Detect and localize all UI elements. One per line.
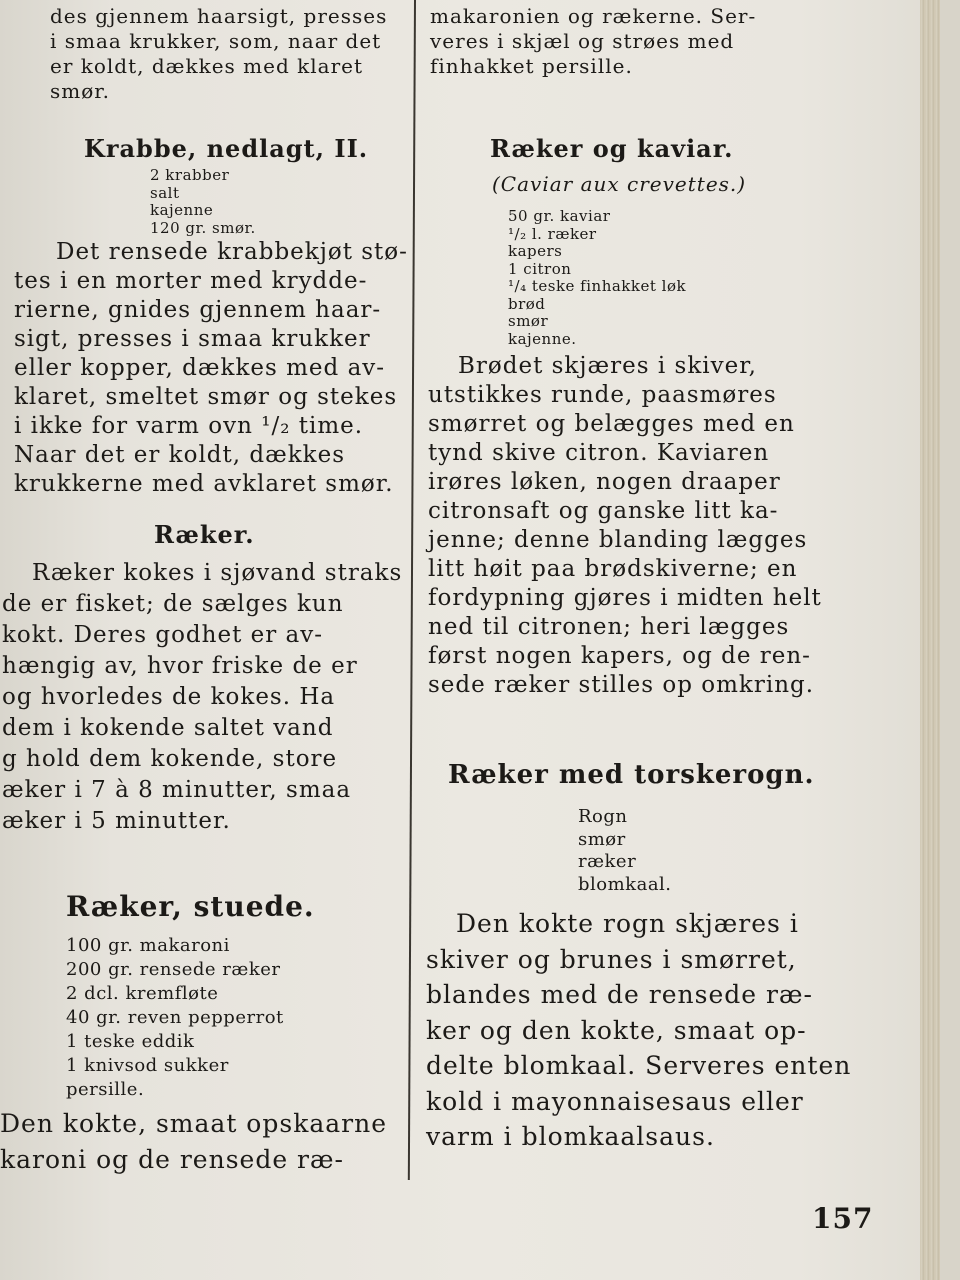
text-line: klaret, smeltet smør og stekes (14, 384, 398, 410)
text-line: dem i kokende saltet vand (2, 715, 334, 741)
right-carry-over-text (430, 4, 756, 79)
ingredient-list-kaviar (508, 208, 686, 348)
text-line: fordypning gjøres i midten helt (428, 585, 822, 611)
ingredient: 40 gr. reven pepperrot (66, 1007, 284, 1028)
text-line: veres i skjæl og strøes med (430, 29, 735, 53)
text-line: i smaa krukker, som, naar det (50, 29, 382, 53)
ingredient: smør (508, 312, 549, 330)
ingredient: 1 knivsod sukker (66, 1055, 229, 1076)
text-line: delte blomkaal. Serveres enten (426, 1051, 852, 1080)
ingredient: kajenne (150, 201, 214, 219)
text-line: kokt. Deres godhet er av- (2, 622, 324, 648)
text-line: rierne, gnides gjennem haar- (14, 297, 382, 323)
text-line: irøres løken, nogen draaper (428, 469, 781, 495)
ingredient-list-torskerogn (578, 806, 672, 896)
text-line: Den kokte, smaat opskaarne (0, 1109, 387, 1138)
text-line: finhakket persille. (430, 54, 633, 78)
ingredient-list-stuede (66, 934, 284, 1102)
text-line: først nogen kapers, og de ren- (428, 643, 811, 669)
ingredient: kajenne. (508, 329, 577, 348)
text-line: Naar det er koldt, dækkes (14, 442, 346, 468)
text-line: litt høit paa brødskiverne; en (428, 556, 798, 582)
recipe-title-torskerogn: Ræker med torskerogn. (448, 760, 815, 790)
text-line: æker i 5 minutter. (2, 808, 231, 834)
text-line: tes i en morter med krydde- (14, 268, 368, 294)
ingredient: 200 gr. rensede ræker (66, 959, 281, 980)
text-line: og hvorledes de kokes. Ha (2, 684, 336, 710)
recipe-subtitle-kaviar: (Caviar aux crevettes.) (492, 172, 747, 196)
text-line: sigt, presses i smaa krukker (14, 326, 371, 352)
recipe-title-raeker: Ræker. (154, 520, 255, 549)
text-line: tynd skive citron. Kaviaren (428, 440, 770, 466)
text-line: hængig av, hvor friske de er (2, 653, 358, 679)
ingredient: persille. (66, 1079, 145, 1100)
text-line: Brødet skjæres i skiver, (458, 353, 757, 379)
text-line: ned til citronen; heri lægges (428, 614, 790, 640)
ingredient: ræker (578, 851, 637, 872)
ingredient: 1 teske eddik (66, 1031, 195, 1052)
recipe-title-kaviar: Ræker og kaviar. (490, 134, 734, 163)
ingredient: salt (150, 183, 180, 202)
text-line: makaronien og rækerne. Ser- (430, 4, 757, 28)
text-line: i ikke for varm ovn ¹/₂ time. (14, 413, 364, 439)
text-line: Den kokte rogn skjæres i (456, 909, 799, 938)
ingredient: 50 gr. kaviar (508, 207, 611, 225)
text-line: smørret og belægges med en (428, 411, 795, 437)
column-divider (408, 0, 416, 1180)
ingredient: 1 citron (508, 259, 572, 278)
recipe-body-krabbe (14, 238, 408, 499)
ingredient: 2 krabber (150, 166, 230, 184)
text-line: utstikkes runde, paasmøres (428, 382, 777, 408)
text-line: æker i 7 à 8 minutter, smaa (2, 777, 352, 803)
text-line: g hold dem kokende, store (2, 746, 338, 772)
text-line: eller kopper, dækkes med av- (14, 355, 386, 381)
left-carry-over-text (50, 4, 387, 104)
text-line: jenne; denne blanding lægges (428, 527, 808, 553)
text-line: varm i blomkaalsaus. (426, 1122, 715, 1151)
text-line: Det rensede krabbekjøt stø- (56, 239, 408, 265)
ingredient: blomkaal. (578, 873, 672, 895)
text-line: smør. (50, 79, 110, 103)
ingredient: 120 gr. smør. (150, 218, 256, 237)
text-line: Ræker kokes i sjøvand straks (32, 560, 403, 586)
text-line: skiver og brunes i smørret, (426, 944, 797, 974)
text-line: sede ræker stilles op omkring. (428, 672, 815, 698)
recipe-body-kaviar (428, 352, 822, 700)
ingredient: Rogn (578, 806, 628, 827)
ingredient: brød (508, 294, 546, 313)
text-line: krukkerne med avklaret smør. (14, 471, 394, 497)
text-line: des gjennem haarsigt, presses (50, 4, 388, 28)
ingredient: 100 gr. makaroni (66, 935, 230, 956)
ingredient-list-krabbe (150, 167, 256, 237)
recipe-title-krabbe: Krabbe, nedlagt, II. (84, 134, 369, 163)
text-line: blandes med de rensede ræ- (426, 980, 813, 1009)
recipe-body-stuede (0, 1106, 387, 1178)
ingredient: ¹/₂ l. ræker (508, 224, 597, 243)
text-line: citronsaft og ganske litt ka- (428, 498, 779, 524)
page-edges (920, 0, 940, 1280)
ingredient: smør (578, 828, 626, 850)
text-line: er koldt, dækkes med klaret (50, 54, 363, 78)
text-line: karoni og de rensede ræ- (0, 1145, 344, 1174)
recipe-body-torskerogn (426, 906, 851, 1155)
text-line: de er fisket; de sælges kun (2, 591, 344, 617)
page-number: 157 (812, 1202, 874, 1235)
ingredient: 2 dcl. kremfløte (66, 983, 219, 1004)
ingredient: kapers (508, 242, 563, 260)
recipe-body-raeker (2, 558, 402, 837)
text-line: kold i mayonnaisesaus eller (426, 1086, 804, 1116)
recipe-title-stuede: Ræker, stuede. (66, 890, 315, 923)
ingredient: ¹/₄ teske finhakket løk (508, 277, 687, 295)
text-line: ker og den kokte, smaat op- (426, 1015, 807, 1045)
